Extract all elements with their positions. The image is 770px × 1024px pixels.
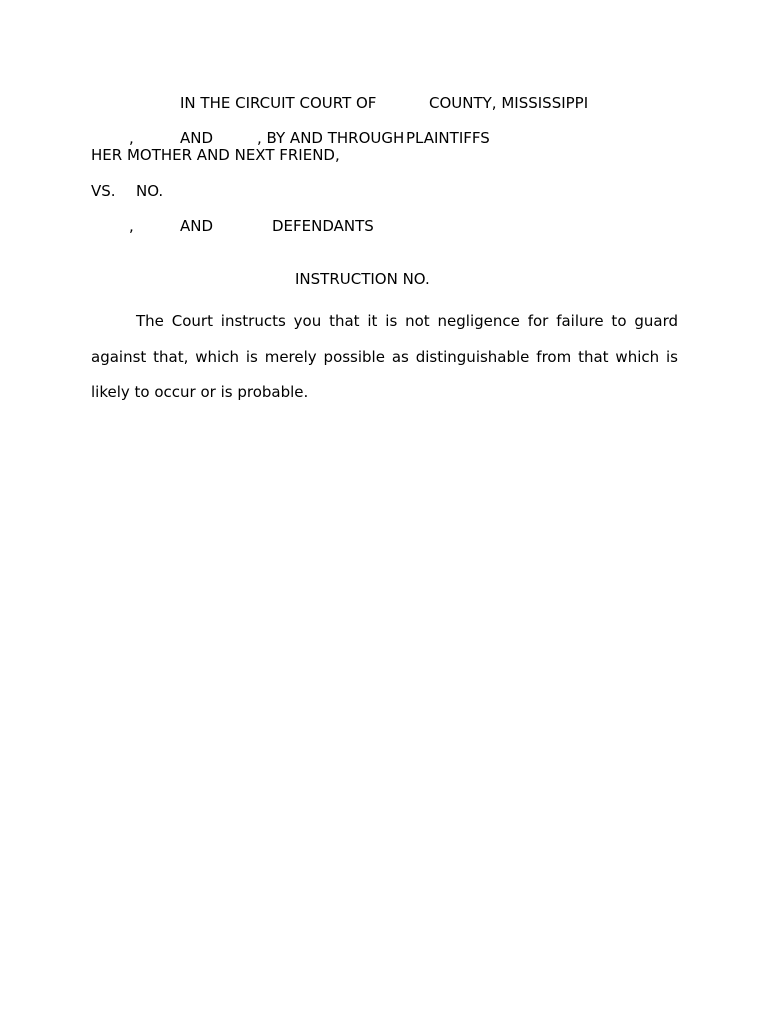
defendant-comma: ,: [129, 217, 134, 235]
plaintiffs-label: PLAINTIFFS: [406, 129, 490, 147]
instruction-title: INSTRUCTION NO.: [295, 270, 430, 288]
court-name-left: IN THE CIRCUIT COURT OF: [180, 94, 377, 112]
plaintiff-by-and-through: , BY AND THROUGH: [257, 129, 405, 147]
instruction-text: The Court instructs you that it is not negligence for failure to guard against that, which is merely possible as distinguishable from that which is likely to occur or is probable.: [91, 312, 678, 401]
plaintiff-and: AND: [180, 129, 214, 147]
defendants-label: DEFENDANTS: [272, 217, 374, 235]
court-name-right: COUNTY, MISSISSIPPI: [429, 94, 589, 112]
plaintiff-next-friend: HER MOTHER AND NEXT FRIEND,: [91, 146, 340, 164]
defendant-and: AND: [180, 217, 214, 235]
case-number-label: NO.: [136, 182, 164, 200]
plaintiff-comma: ,: [129, 129, 134, 147]
versus-label: VS.: [91, 182, 116, 200]
